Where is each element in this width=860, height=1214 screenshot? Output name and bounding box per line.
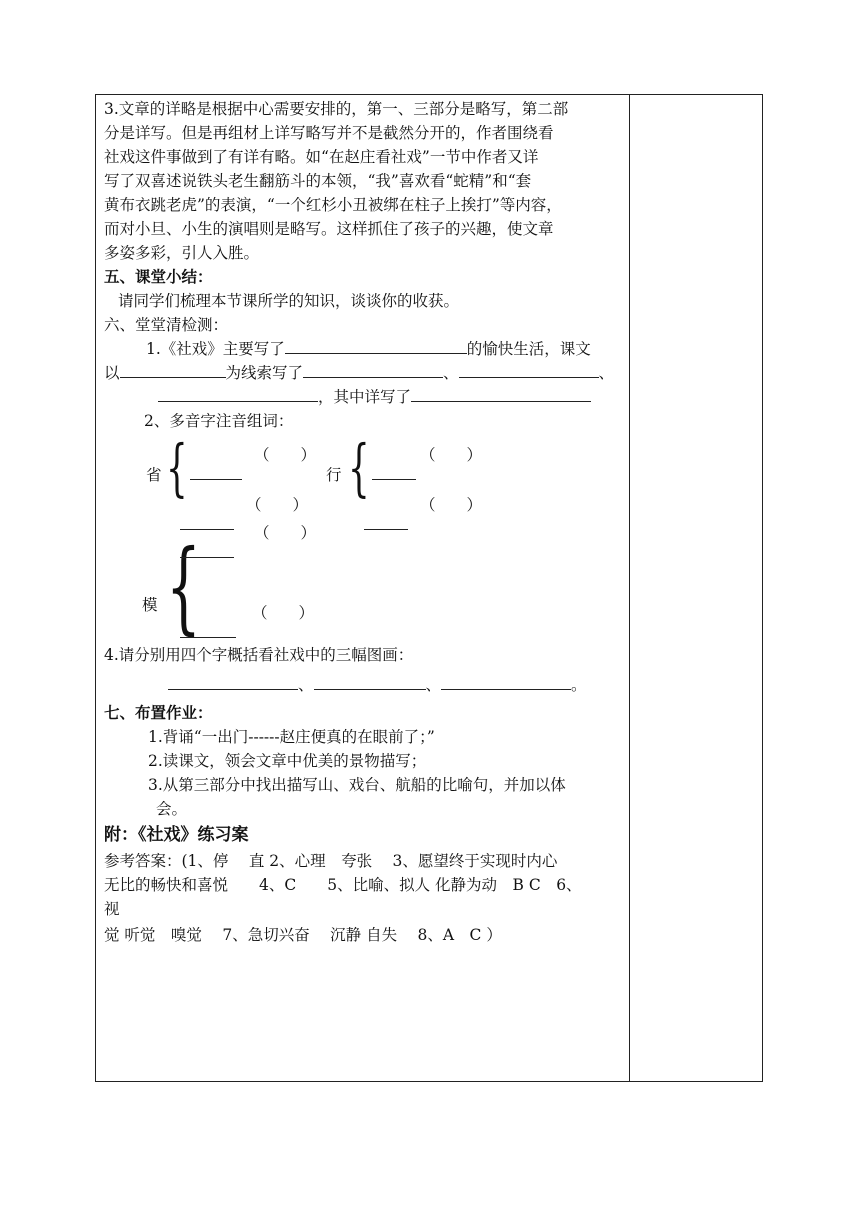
paren: （ ） xyxy=(246,496,309,514)
answer-blank[interactable] xyxy=(411,385,591,402)
full-stop: 。 xyxy=(571,676,587,694)
section6-title: 六、堂堂清检测： xyxy=(104,316,229,334)
paren: （ ） xyxy=(420,496,483,514)
section7-title: 七、布置作业： xyxy=(104,704,213,722)
answer-blank[interactable] xyxy=(168,673,298,690)
homework-item: 1.背诵“一出门------赵庄便真的在眼前了；” xyxy=(148,728,435,746)
answer-blank[interactable] xyxy=(285,337,467,354)
answer-line: 觉 听觉 嗅觉 7、急切兴奋 沉静 自失 8、A C ） xyxy=(104,926,502,944)
para3-line: 分是详写。但是再组材上详写略写并不是截然分开的，作者围绕看 xyxy=(104,124,554,142)
brace: { xyxy=(166,431,188,504)
homework-item: 会。 xyxy=(156,800,188,818)
para3-line: 多姿多彩，引人入胜。 xyxy=(104,244,260,262)
answer-blank[interactable] xyxy=(303,361,443,378)
para3-line: 黄布衣跳老虎”的表演，“一个红杉小丑被绑在柱子上挨打”等内容， xyxy=(104,196,562,214)
appendix-title: 附：《社戏》练习案 xyxy=(104,825,249,845)
q1-text-f: 、 xyxy=(598,364,615,382)
q1-line3 xyxy=(158,385,591,409)
answer-line: 无比的畅快和喜悦 4、C 5、比喻、拟人 化静为动 B C 6、 xyxy=(104,876,582,894)
para3-line: 而对小旦、小生的演唱则是略写。这样抓住了孩子的兴趣，使文章 xyxy=(104,220,554,238)
poly-char-xing: 行 xyxy=(326,466,342,484)
answer-blank[interactable] xyxy=(158,385,318,402)
poly-char-mo: 模 xyxy=(142,596,158,614)
paren: （ ） xyxy=(420,446,483,464)
section5-title: 五、课堂小结： xyxy=(104,268,213,286)
homework-item: 3.从第三部分中找出描写山、戏台、航船的比喻句，并加以体 xyxy=(148,776,566,794)
section5-text: 请同学们梳理本节课所学的知识，谈谈你的收获。 xyxy=(118,292,460,310)
separator: 、 xyxy=(298,676,314,694)
brace: { xyxy=(348,431,370,504)
answer-blank[interactable] xyxy=(364,513,408,530)
q4-blanks xyxy=(168,673,587,697)
answer-blank[interactable] xyxy=(180,621,236,638)
q2-title: 2、多音字注音组词： xyxy=(144,412,294,430)
answer-blank[interactable] xyxy=(120,361,226,378)
answer-blank[interactable] xyxy=(180,541,234,558)
q1-text-g: ，其中详写了 xyxy=(318,388,412,406)
q1-text-d: 为线索写了 xyxy=(225,364,304,382)
brace: { xyxy=(166,528,201,645)
answer-blank[interactable] xyxy=(441,673,571,690)
homework-item: 2.读课文，领会文章中优美的景物描写； xyxy=(148,752,427,770)
answer-line: 参考答案：(1、停 直 2、心理 夸张 3、愿望终于实现时内心 xyxy=(104,852,558,870)
q1-text-e: 、 xyxy=(443,364,459,382)
answer-blank[interactable] xyxy=(314,673,426,690)
q1-text-c: 以 xyxy=(104,364,120,382)
answer-blank[interactable] xyxy=(190,463,242,480)
paren: （ ） xyxy=(254,446,317,464)
poly-char-sheng: 省 xyxy=(146,466,162,484)
answer-blank[interactable] xyxy=(459,361,599,378)
q1-line1 xyxy=(146,337,591,361)
column-divider xyxy=(629,95,630,1081)
answer-line: 视 xyxy=(104,900,120,918)
paren: （ ） xyxy=(252,604,315,622)
q4-text: 4.请分别用四个字概括看社戏中的三幅图画： xyxy=(104,646,414,664)
q1-text-b: 的愉快生活，课文 xyxy=(466,340,591,358)
q1-line2 xyxy=(104,361,614,385)
para3-line: 社戏这件事做到了有详有略。如“在赵庄看社戏”一节中作者又详 xyxy=(104,148,539,166)
answer-blank[interactable] xyxy=(372,463,416,480)
para3-line: 写了双喜述说铁头老生翻筋斗的本领，“我”喜欢看“蛇精”和“套 xyxy=(104,172,532,190)
lesson-table xyxy=(95,94,763,1082)
q1-text-a: 1.《社戏》主要写了 xyxy=(146,340,285,358)
para3-line: 3.文章的详略是根据中心需要安排的，第一、三部分是略写，第二部 xyxy=(104,100,569,118)
paren: （ ） xyxy=(254,524,317,542)
separator: 、 xyxy=(425,676,442,694)
